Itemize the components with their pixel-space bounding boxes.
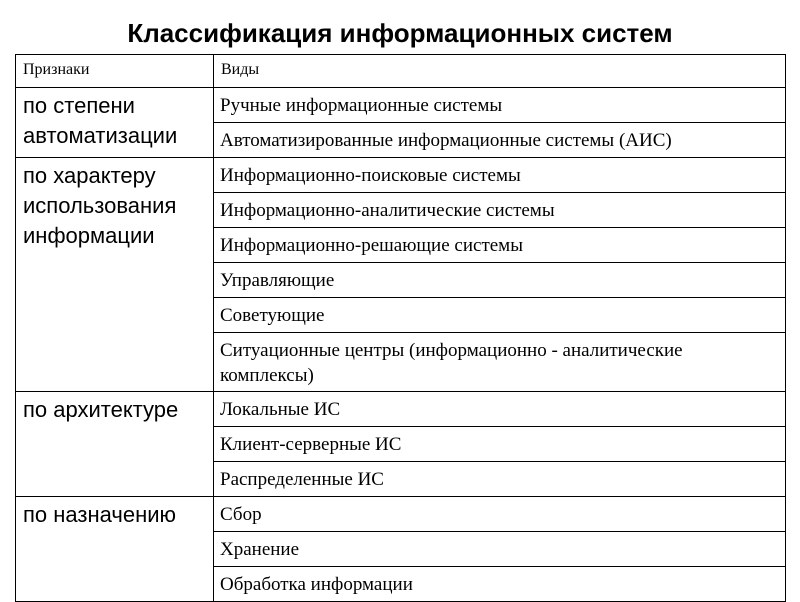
- page-title: Классификация информационных систем: [127, 18, 673, 48]
- type-cell: [214, 228, 786, 263]
- type-item: Клиент-серверные ИС: [220, 434, 402, 455]
- type-cell: [214, 333, 786, 392]
- type-item: Советующие: [220, 305, 325, 326]
- table-row: [16, 497, 786, 532]
- header-criteria-cell: [16, 55, 214, 88]
- type-item: Локальные ИС: [220, 399, 341, 420]
- criterion-purpose: по назначению: [23, 502, 177, 527]
- type-item: Информационно-решающие системы: [220, 235, 523, 256]
- criterion-cell: [16, 497, 214, 602]
- type-item: Информационно-поисковые системы: [220, 165, 521, 186]
- type-item: Ручные информационные системы: [220, 95, 503, 116]
- type-cell: [214, 158, 786, 193]
- type-item: Распределенные ИС: [220, 469, 384, 490]
- type-cell: [214, 427, 786, 462]
- table-header-row: [16, 55, 786, 88]
- type-cell: [214, 462, 786, 497]
- header-types: Виды: [221, 61, 260, 78]
- criterion-cell: [16, 158, 214, 392]
- criterion-cell: [16, 392, 214, 497]
- type-item: Информационно-аналитические системы: [220, 200, 555, 221]
- criterion-cell: [16, 88, 214, 158]
- header-criteria: Признаки: [23, 61, 90, 78]
- type-item: Ситуационные центры (информационно - аналитические комплексы): [220, 340, 683, 386]
- type-cell: [214, 392, 786, 427]
- type-cell: [214, 532, 786, 567]
- type-item: Обработка информации: [220, 574, 413, 595]
- criterion-architecture: по архитектуре: [23, 397, 179, 422]
- type-item: Хранение: [220, 539, 300, 560]
- type-cell: [214, 298, 786, 333]
- type-cell: [214, 497, 786, 532]
- type-cell: [214, 193, 786, 228]
- type-item: Управляющие: [220, 270, 335, 291]
- criterion-automation: по степени автоматизации: [23, 93, 178, 148]
- criterion-usage: по характеру использования информации: [23, 163, 177, 248]
- table-row: [16, 158, 786, 193]
- type-cell: [214, 123, 786, 158]
- type-cell: [214, 263, 786, 298]
- table-row: [16, 88, 786, 123]
- type-cell: [214, 88, 786, 123]
- type-item: Сбор: [220, 504, 262, 525]
- type-item: Автоматизированные информационные системы (АИС): [220, 130, 672, 151]
- type-cell: [214, 567, 786, 602]
- header-types-cell: [214, 55, 786, 88]
- classification-table: [15, 54, 786, 602]
- table-row: [16, 392, 786, 427]
